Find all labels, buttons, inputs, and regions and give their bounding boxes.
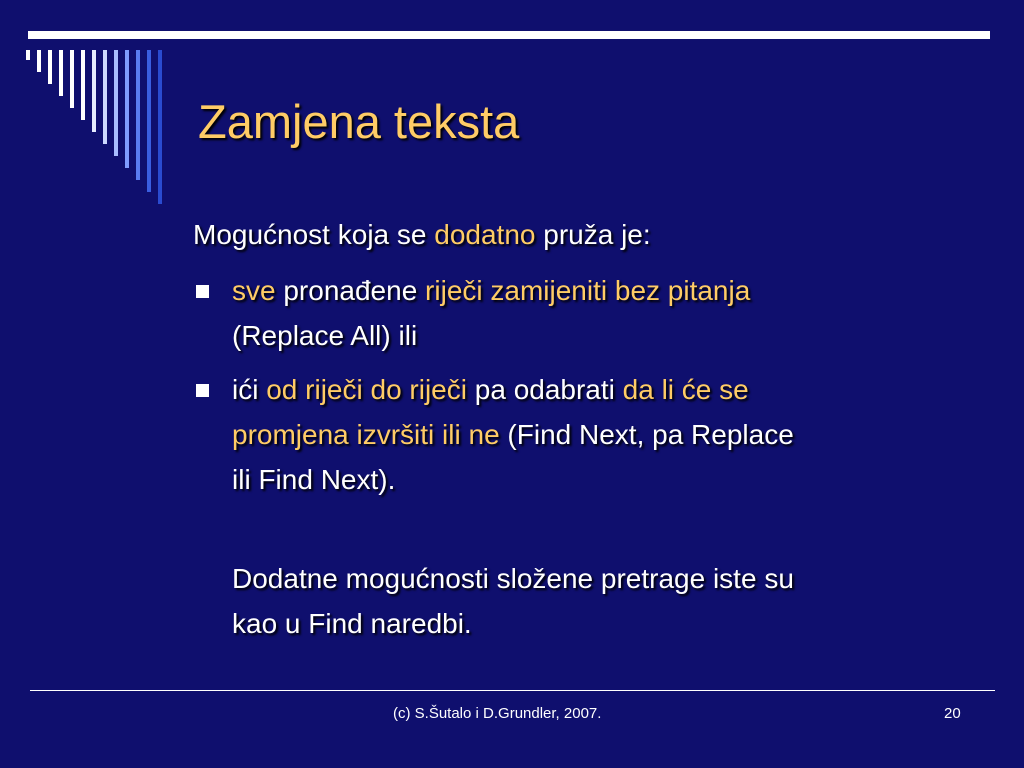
page-number: 20 — [944, 705, 961, 722]
decorative-bar — [158, 50, 162, 204]
slide-title: Zamjena teksta — [198, 95, 520, 148]
bullet-2-text — [232, 367, 794, 502]
bullet-2-highlight-2: da li će se — [622, 374, 749, 405]
intro-text — [193, 212, 651, 257]
note-line-1: Dodatne mogućnosti složene pretrage iste su — [232, 563, 794, 594]
bullet-2-text-2: pa odabrati — [466, 374, 623, 405]
bullet-1-text — [232, 268, 750, 358]
decorative-bar — [125, 50, 129, 168]
bullet-1-highlight-1: sve — [232, 275, 276, 306]
decorative-bar — [81, 50, 85, 120]
decorative-bar — [92, 50, 96, 132]
decorative-bar — [70, 50, 74, 108]
bullet-marker-2 — [196, 384, 209, 397]
bullet-marker-1 — [196, 285, 209, 298]
intro-post: pruža je: — [535, 219, 651, 250]
bullet-2-text-1: ići — [232, 374, 267, 405]
decorative-bar — [48, 50, 52, 84]
intro-pre: Mogućnost koja se — [193, 219, 435, 250]
bullet-2-text-3: (Find Next, pa Replace — [499, 419, 794, 450]
note-line-2: kao u Find naredbi. — [232, 608, 472, 639]
top-decorative-rule — [28, 31, 990, 39]
bullet-2-highlight-1: od riječi do riječi — [266, 374, 467, 405]
footer-divider — [30, 690, 995, 691]
decorative-bar — [136, 50, 140, 180]
bullet-1-highlight-2: riječi zamijeniti bez pitanja — [425, 275, 751, 306]
footer-copyright: (c) S.Šutalo i D.Grundler, 2007. — [393, 705, 602, 722]
bullet-2-text-4: ili Find Next). — [232, 464, 396, 495]
note-text — [232, 556, 794, 646]
bullet-1-text-2: (Replace All) ili — [232, 320, 418, 351]
decorative-bar — [114, 50, 118, 156]
bullet-2-highlight-3: promjena izvršiti ili ne — [232, 419, 500, 450]
intro-highlight: dodatno — [434, 219, 536, 250]
decorative-bar — [147, 50, 151, 192]
decorative-bar — [26, 50, 30, 60]
decorative-bar — [59, 50, 63, 96]
decorative-bar — [37, 50, 41, 72]
decorative-bar — [103, 50, 107, 144]
bullet-1-text-1: pronađene — [275, 275, 426, 306]
